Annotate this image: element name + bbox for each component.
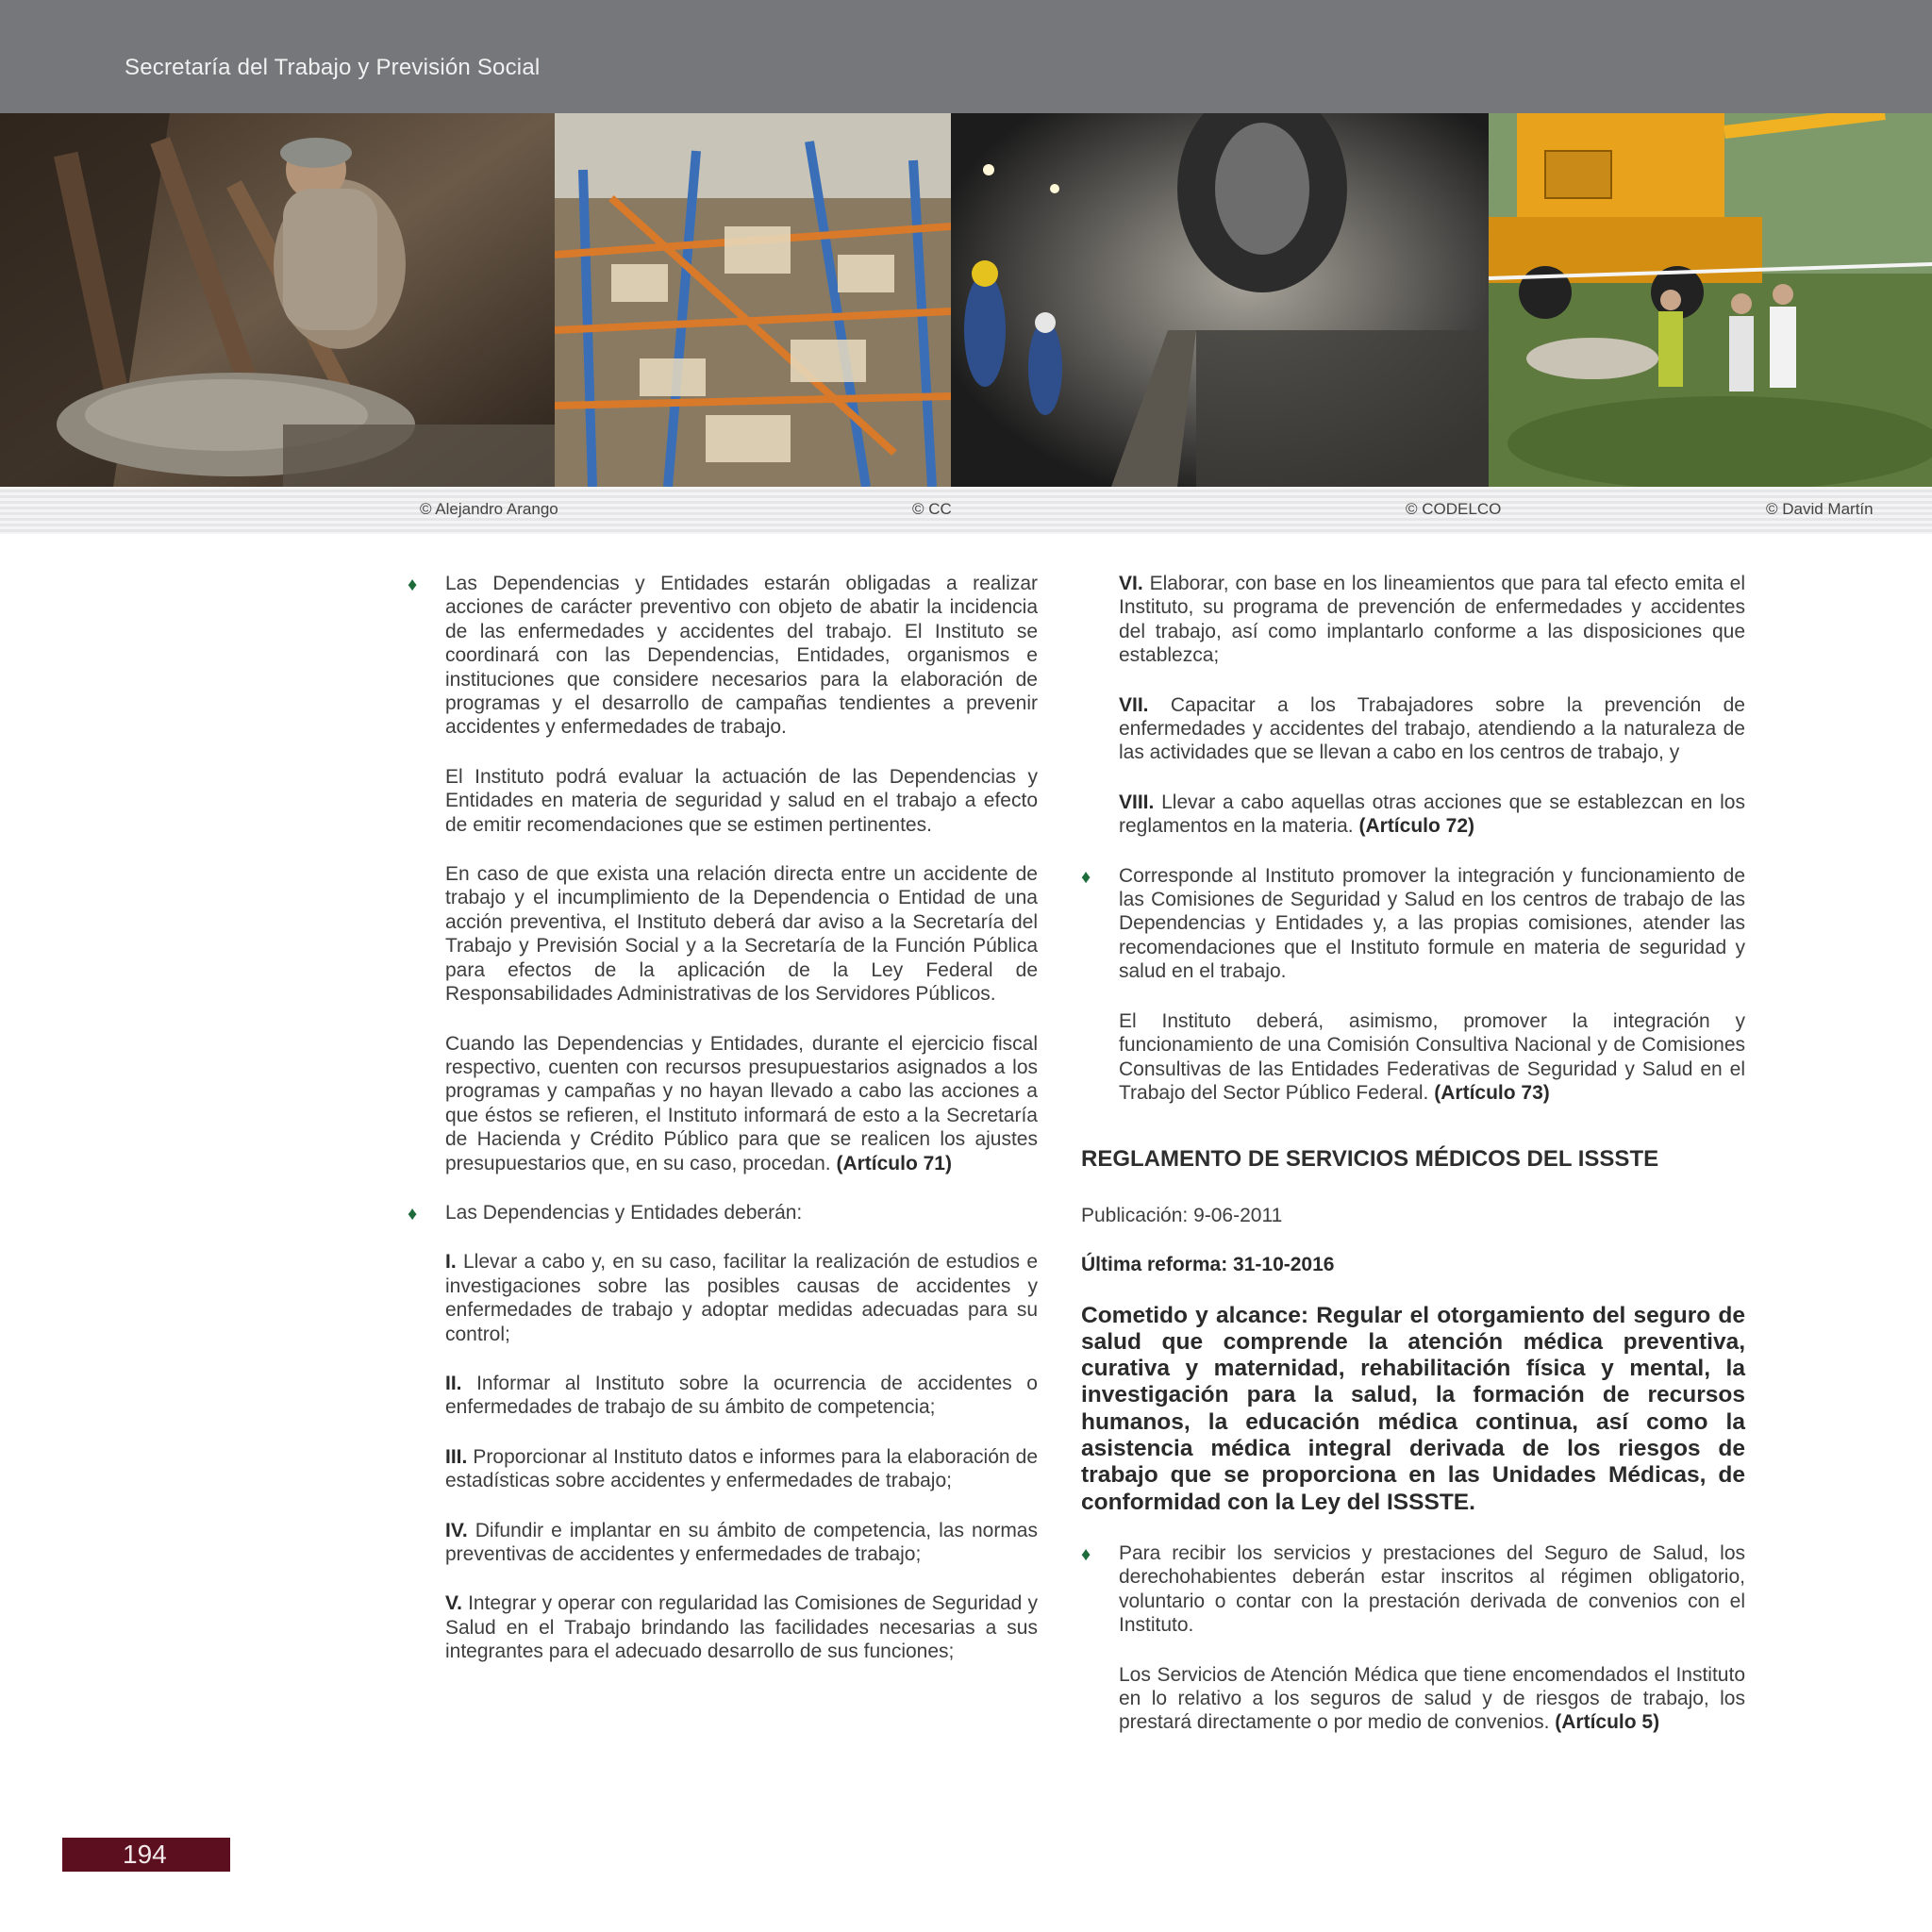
photo-credit-1: © Alejandro Arango xyxy=(420,500,558,518)
diamond-bullet-icon: ♦ xyxy=(1081,866,1091,888)
article-reference: (Artículo 5) xyxy=(1555,1711,1660,1734)
photo-worker-mine xyxy=(0,113,555,487)
bullet-paragraph: ♦ Para recibir los servicios y prestaciones del Seguro de Salud, los derechohabientes deberán estar inscritos al régimen obligatorio, voluntario o contar con la prestación derivada de convenios con el Instituto. xyxy=(1081,1541,1745,1637)
numbered-item: VII. Capacitar a los Trabajadores sobre la prevención de enfermedades y accidentes del trabajo, atendiendo a la naturaleza de las actividades que se llevan a cabo en los centros de trabajo, y xyxy=(1119,693,1745,764)
photo-collapsed-racks xyxy=(555,113,951,487)
paragraph: Los Servicios de Atención Médica que tiene encomendados el Instituto en lo relativo a los seguros de salud y de riesgos de trabajo, los prestará directamente o por medio de convenios. (Artículo 5) xyxy=(1119,1663,1745,1734)
article-reference: (Artículo 71) xyxy=(836,1152,952,1174)
diamond-bullet-icon: ♦ xyxy=(408,575,418,595)
photo-mine-tunnel xyxy=(951,113,1489,487)
photo-strip xyxy=(0,113,1932,487)
numbered-item: VI. Elaborar, con base en los lineamientos que para tal efecto emita el Instituto, su programa de prevención de enfermedades y accidentes del trabajo, así como implantarlo conforme a las disposiciones que establezca; xyxy=(1119,573,1745,667)
numbered-item: IV. Difundir e implantar en su ámbito de competencia, las normas preventivas de accidentes y enfermedades de trabajo; xyxy=(445,1519,1038,1565)
diamond-bullet-icon: ♦ xyxy=(1081,1543,1091,1565)
numbered-item: I. Llevar a cabo y, en su caso, facilitar la realización de estudios e investigaciones sobre las posibles causas de accidentes y enfermedades de trabajo y adoptar medidas adecuadas para su control; xyxy=(445,1251,1039,1345)
photo-crane-site xyxy=(1489,113,1932,487)
paragraph: Cuando las Dependencias y Entidades, durante el ejercicio fiscal respectivo, cuenten con recursos presupuestarios asignados a los programas y campañas y no hayan llevado a cabo las acciones a que éstos se refieren, el Instituto informará de esto a la Secretaría de Hacienda y Crédito Público para que se realicen los ajustes presupuestarios que, en su caso, procedan. (Artículo 71) xyxy=(445,1032,1038,1174)
numbered-item: V. Integrar y operar con regularidad las Comisiones de Seguridad y Salud en el Trabajo brindando las facilidades necesarias a sus integrantes para el adecuado desarrollo de sus funciones; xyxy=(445,1592,1039,1663)
numbered-item: III. Proporcionar al Instituto datos e informes para la elaboración de estadísticas sobre accidentes y enfermedades de trabajo; xyxy=(445,1445,1038,1492)
photo-credit-3: © CODELCO xyxy=(1406,500,1502,518)
page-header xyxy=(0,0,1932,113)
last-reform-date: Última reforma: 31-10-2016 xyxy=(1081,1254,1335,1276)
article-reference: (Artículo 72) xyxy=(1358,815,1474,838)
header-title: Secretaría del Trabajo y Previsión Social xyxy=(125,55,541,80)
paragraph: El Instituto deberá, asimismo, promover la integración y funcionamiento de una Comisión Consultiva Nacional y de Comisiones Consultivas de las Entidades Federativas de Seguridad y Salud en el Trabajo del Sector Público Federal. (Artículo 73) xyxy=(1119,1009,1745,1104)
article-reference: (Artículo 73) xyxy=(1434,1081,1550,1104)
bullet-paragraph: ♦ Las Dependencias y Entidades deberán: xyxy=(408,1201,1038,1224)
publication-date: Publicación: 9-06-2011 xyxy=(1081,1204,1283,1226)
right-column xyxy=(1081,572,1745,1760)
page-number: 194 xyxy=(62,1838,230,1872)
paragraph: El Instituto podrá evaluar la actuación de las Dependencias y Entidades en materia de seguridad y salud en el trabajo a efecto de emitir recomendaciones que se estimen pertinentes. xyxy=(445,765,1038,836)
section-title: REGLAMENTO DE SERVICIOS MÉDICOS DEL ISSSTE xyxy=(1081,1146,1659,1173)
bullet-paragraph: ♦ Corresponde al Instituto promover la integración y funcionamiento de las Comisiones de Seguridad y Salud en los centros de trabajo de las Dependencias y Entidades y, a las propias comisiones, atender las recomendaciones que el Instituto formule en materia de seguridad y salud en el trabajo. xyxy=(1081,864,1745,983)
numbered-item: VIII. Llevar a cabo aquellas otras acciones que se establezcan en los reglamentos en la materia. (Artículo 72) xyxy=(1119,791,1745,838)
photo-credit-2: © CC xyxy=(912,500,952,518)
diamond-bullet-icon: ♦ xyxy=(408,1203,418,1224)
photo-credits-band xyxy=(0,487,1932,534)
left-column xyxy=(408,572,1038,1690)
numbered-item: II. Informar al Instituto sobre la ocurrencia de accidentes o enfermedades de trabajo de su ámbito de competencia; xyxy=(445,1372,1038,1419)
bullet-paragraph: ♦ Las Dependencias y Entidades estarán obligadas a realizar acciones de carácter preventivo con objeto de abatir la incidencia de las enfermedades y accidentes del trabajo. El Instituto se coordinará con las Dependencias, Entidades, organismos e instituciones que considere necesarios para la elaboración de programas y el desarrollo de campañas tendientes a prevenir accidentes y enfermedades de trabajo. xyxy=(408,573,1038,739)
photo-credit-4: © David Martín xyxy=(1766,500,1874,518)
paragraph: En caso de que exista una relación directa entre un accidente de trabajo y el incumplimiento de la Dependencia o Entidad de una acción preventiva, el Instituto deberá dar aviso a la Secretaría del Trabajo y Previsión Social y a la Secretaría de la Función Pública para efectos de la aplicación de la Ley Federal de Responsabilidades Administrativas de los Servidores Públicos. xyxy=(445,863,1038,1006)
scope-statement: Cometido y alcance: Regular el otorgamiento del seguro de salud que comprende la atención médica preventiva, curativa y maternidad, rehabilitación física y mental, la investigación para la salud, la formación de recursos humanos, la educación médica continua, así como la asistencia médica integral derivada de los riesgos de trabajo que se proporciona en las Unidades Médicas, de conformidad con la Ley del ISSSTE. xyxy=(1081,1302,1745,1515)
